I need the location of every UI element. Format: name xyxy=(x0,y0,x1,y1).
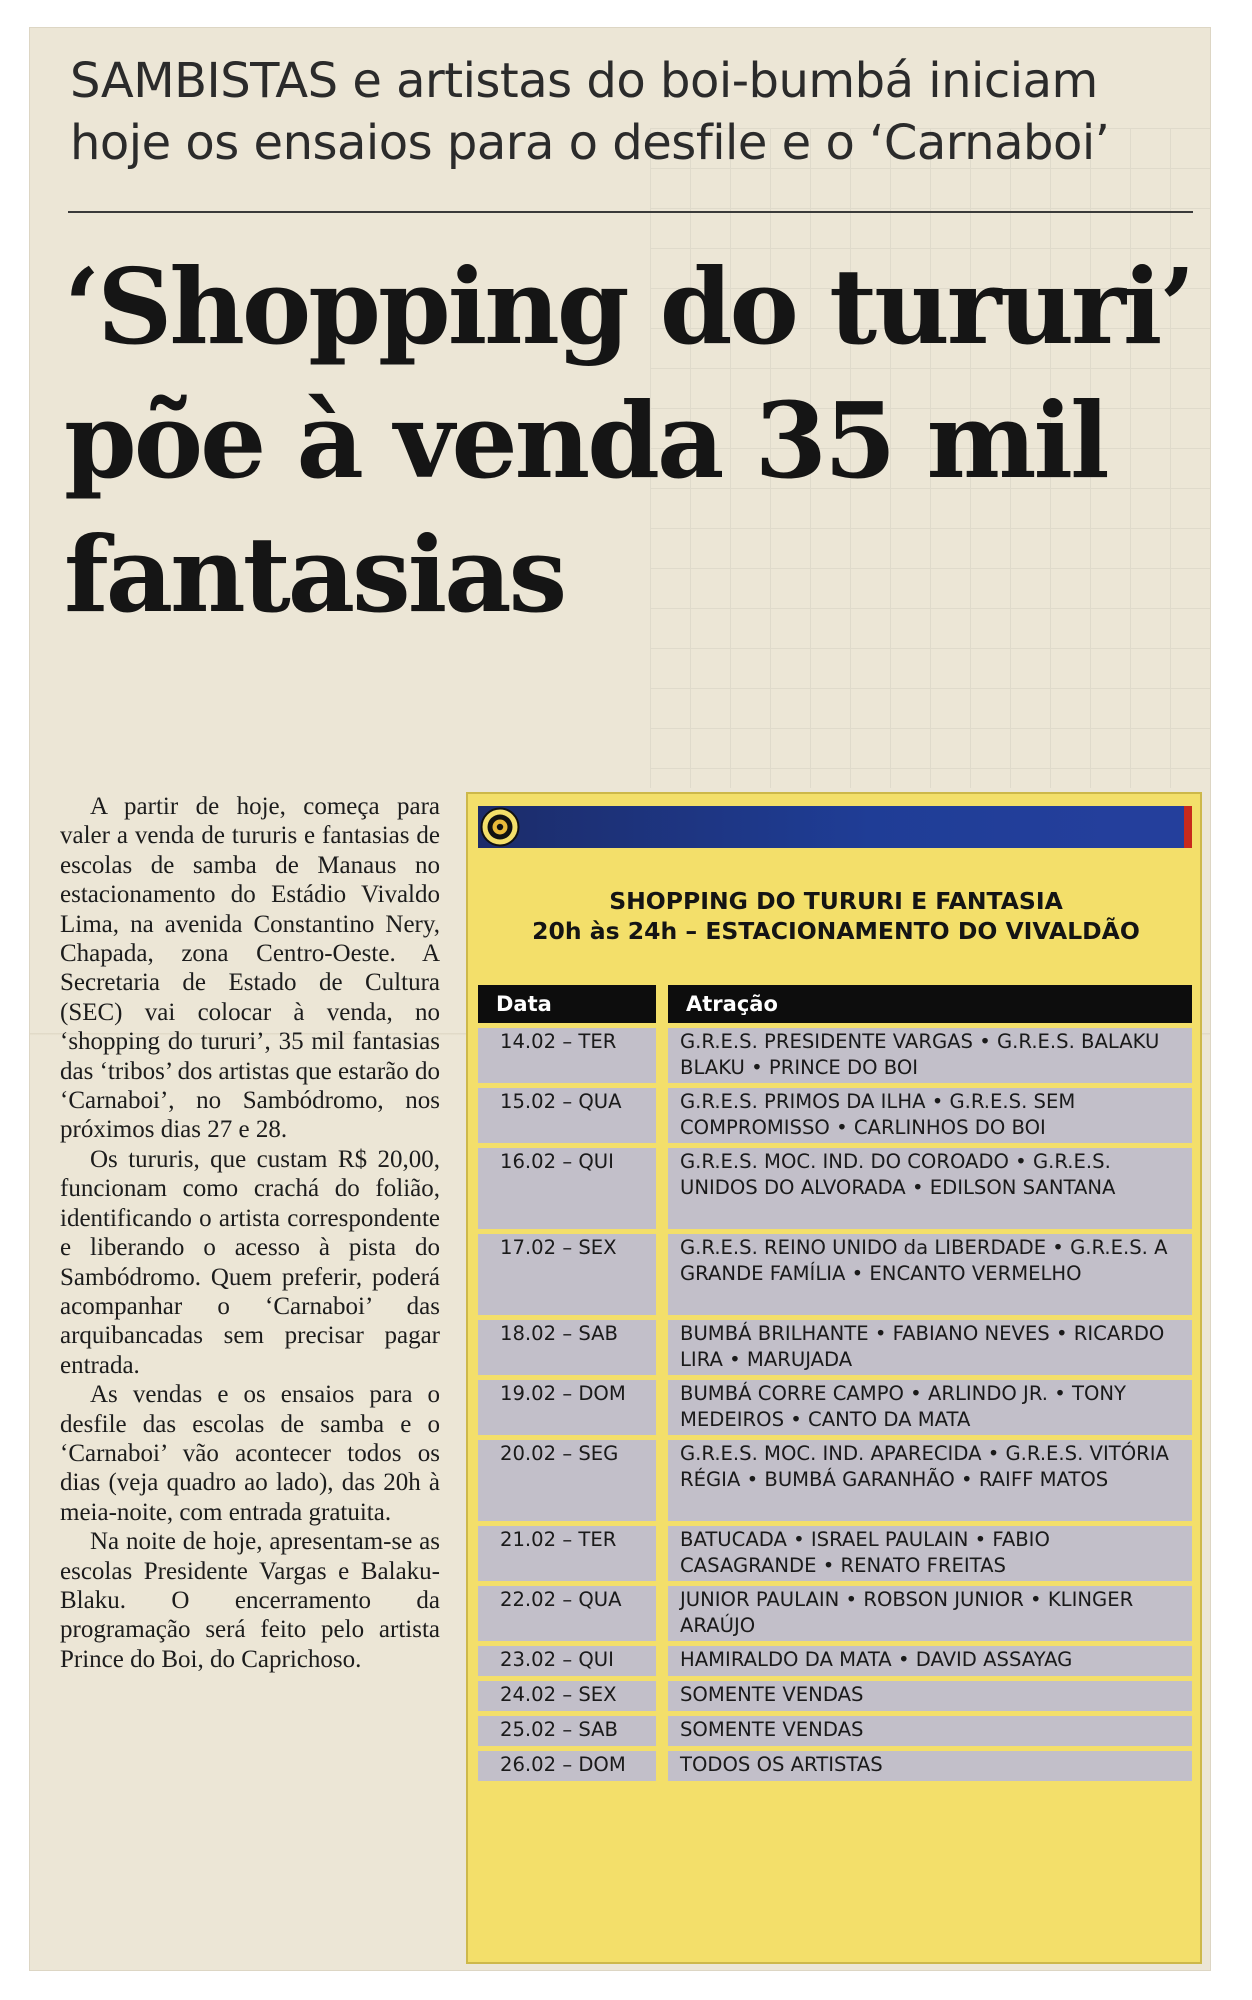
table-row xyxy=(478,1440,1192,1521)
table-row xyxy=(478,1088,1192,1143)
table-row xyxy=(478,1234,1192,1315)
row-attraction: SOMENTE VENDAS xyxy=(668,1716,1192,1746)
row-date: 21.02 – TER xyxy=(478,1526,656,1581)
table-row xyxy=(478,1380,1192,1435)
row-date: 23.02 – QUI xyxy=(478,1646,656,1676)
row-attraction: BUMBÁ BRILHANTE • FABIANO NEVES • RICARDO LIRA • MARUJADA xyxy=(668,1320,1192,1375)
row-date: 24.02 – SEX xyxy=(478,1681,656,1711)
row-date: 26.02 – DOM xyxy=(478,1751,656,1781)
newspaper-clipping xyxy=(30,28,1210,1970)
article-paragraph-4: Na noite de hoje, apresentam-se as escolas Presidente Vargas e Balaku-Blaku. O encerramento da programação será feito pelo artista Prince do Boi, do Caprichoso. xyxy=(60,1528,440,1673)
table-row xyxy=(478,1681,1192,1711)
row-date: 18.02 – SAB xyxy=(478,1320,656,1375)
column-header-attraction: Atração xyxy=(668,985,1192,1023)
column-header-date: Data xyxy=(478,985,656,1023)
table-row xyxy=(478,1028,1192,1083)
row-attraction: BUMBÁ CORRE CAMPO • ARLINDO JR. • TONY MEDEIROS • CANTO DA MATA xyxy=(668,1380,1192,1435)
row-date: 17.02 – SEX xyxy=(478,1234,656,1315)
row-attraction: G.R.E.S. PRIMOS DA ILHA • G.R.E.S. SEM COMPROMISSO • CARLINHOS DO BOI xyxy=(668,1088,1192,1143)
schedule-header-band-accent xyxy=(1184,806,1192,848)
table-row xyxy=(478,1716,1192,1746)
table-row xyxy=(478,1526,1192,1581)
article-body xyxy=(60,792,440,1674)
row-attraction: G.R.E.S. MOC. IND. APARECIDA • G.R.E.S. VITÓRIA RÉGIA • BUMBÁ GARANHÃO • RAIFF MATOS xyxy=(668,1440,1192,1521)
schedule-header-row xyxy=(478,985,1192,1023)
row-date: 15.02 – QUA xyxy=(478,1088,656,1143)
schedule-table xyxy=(478,980,1192,1786)
article-paragraph-3: As vendas e os ensaios para o desfile das escolas de samba e o ‘Carnaboi’ vão acontecer todos os dias (veja quadro ao lado), das 20h à meia-noite, com entrada gratuita. xyxy=(60,1381,440,1526)
schedule-title-line-2: 20h às 24h – ESTACIONAMENTO DO VIVALDÃO xyxy=(532,917,1140,945)
row-attraction: G.R.E.S. MOC. IND. DO COROADO • G.R.E.S. UNIDOS DO ALVORADA • EDILSON SANTANA xyxy=(668,1148,1192,1229)
row-date: 16.02 – QUI xyxy=(478,1148,656,1229)
table-row xyxy=(478,1148,1192,1229)
row-attraction: G.R.E.S. REINO UNIDO da LIBERDADE • G.R.E.S. A GRANDE FAMÍLIA • ENCANTO VERMELHO xyxy=(668,1234,1192,1315)
row-attraction: G.R.E.S. PRESIDENTE VARGAS • G.R.E.S. BALAKU BLAKU • PRINCE DO BOI xyxy=(668,1028,1192,1083)
table-row xyxy=(478,1320,1192,1375)
row-attraction: TODOS OS ARTISTAS xyxy=(668,1751,1192,1781)
schedule-box xyxy=(466,792,1202,1964)
kicker-divider xyxy=(68,211,1193,213)
table-row xyxy=(478,1586,1192,1641)
row-date: 25.02 – SAB xyxy=(478,1716,656,1746)
schedule-title xyxy=(468,886,1204,946)
row-attraction: BATUCADA • ISRAEL PAULAIN • FABIO CASAGRANDE • RENATO FREITAS xyxy=(668,1526,1192,1581)
row-date: 20.02 – SEG xyxy=(478,1440,656,1521)
article-headline: ‘Shopping do tururi’ põe à venda 35 mil fantasias xyxy=(64,245,1193,636)
row-date: 19.02 – DOM xyxy=(478,1380,656,1435)
row-date: 14.02 – TER xyxy=(478,1028,656,1083)
schedule-header-band xyxy=(478,806,1192,848)
row-date: 22.02 – QUA xyxy=(478,1586,656,1641)
row-attraction: HAMIRALDO DA MATA • DAVID ASSAYAG xyxy=(668,1646,1192,1676)
article-paragraph-2: Os tururis, que custam R$ 20,00, funcionam como crachá do folião, identificando o artista correspondente e liberando o acesso à pista do Sambódromo. Quem preferir, poderá acompanhar o ‘Carnaboi’ das arquibancadas sem precisar pagar entrada. xyxy=(60,1145,440,1379)
row-attraction: SOMENTE VENDAS xyxy=(668,1681,1192,1711)
table-row xyxy=(478,1751,1192,1781)
bullseye-icon xyxy=(480,807,520,847)
schedule-title-line-1: SHOPPING DO TURURI E FANTASIA xyxy=(609,887,1063,915)
article-paragraph-1: A partir de hoje, começa para valer a venda de tururis e fantasias de escolas de samba de Manaus no estacionamento do Estádio Vivaldo Lima, na avenida Constantino Nery, Chapada, zona Centro-Oeste. A Secretaria de Estado de Cultura (SEC) vai colocar à venda, no ‘shopping do tururi’, 35 mil fantasias das ‘tribos’ dos artistas que estarão do ‘Carnaboi’, no Sambódromo, nos próximos dias 27 e 28. xyxy=(60,793,440,1144)
article-kicker: SAMBISTAS e artistas do boi-bumbá iniciam hoje os ensaios para o desfile e o ‘Carnaboi’ xyxy=(70,53,1110,171)
row-attraction: JUNIOR PAULAIN • ROBSON JUNIOR • KLINGER ARAÚJO xyxy=(668,1586,1192,1641)
table-row xyxy=(478,1646,1192,1676)
